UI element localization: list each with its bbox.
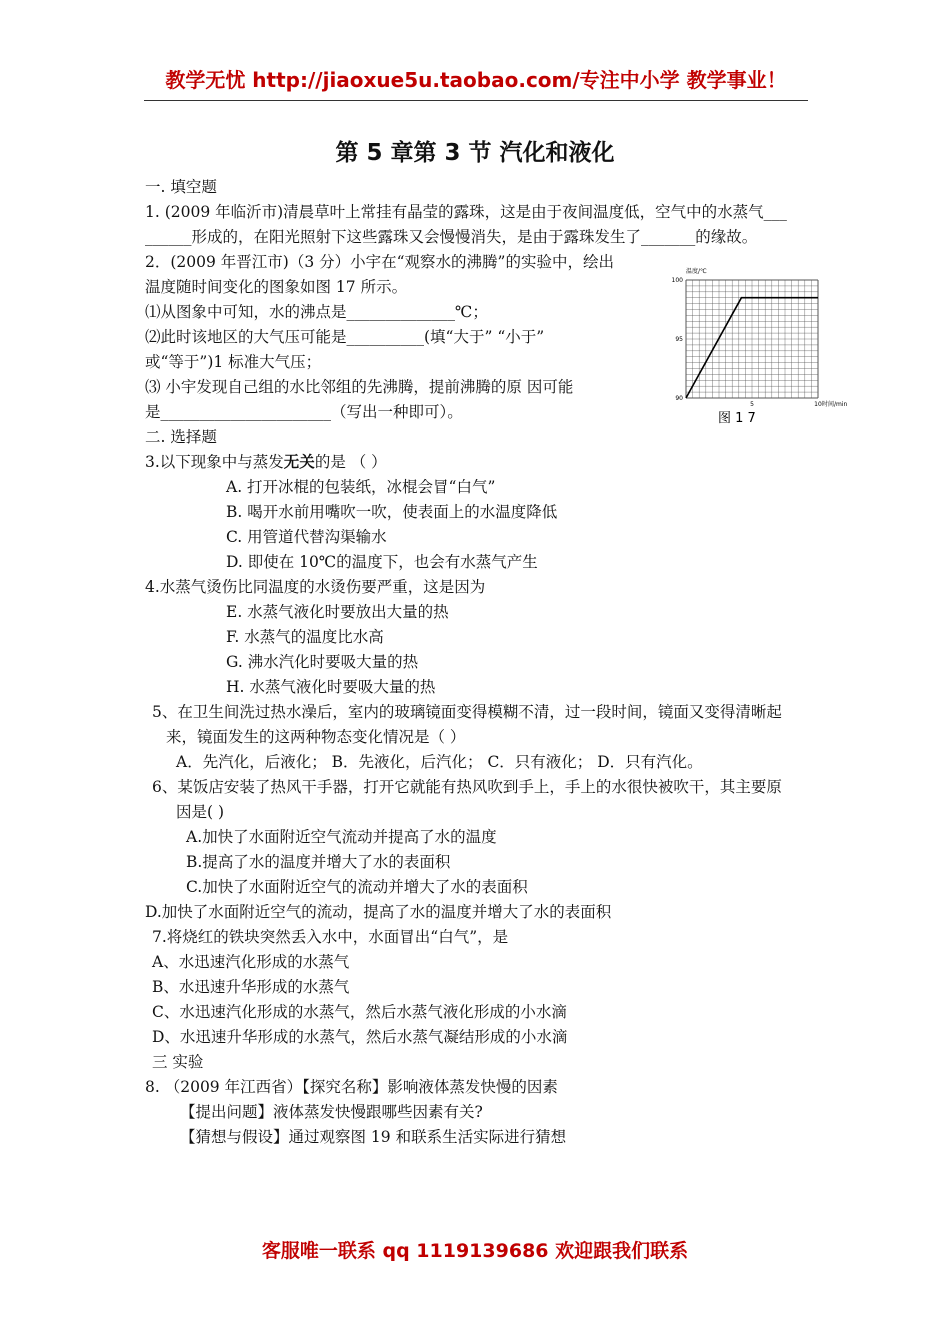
q5-line1: 5、在卫生间洗过热水澡后，室内的玻璃镜面变得模糊不清，过一段时间，镜面又变得清晰起: [152, 703, 782, 721]
q3-option-c: C. 用管道代替沟渠输水: [226, 528, 387, 546]
q6-line1: 6、某饭店安装了热风干手器，打开它就能有热风吹到手上，手上的水很快被吹干，其主要原: [152, 778, 782, 796]
q6-line2: 因是( ): [176, 803, 225, 821]
q4-option-f: F. 水蒸气的温度比水高: [226, 628, 384, 646]
q4-option-h: H. 水蒸气液化时要吸大量的热: [226, 678, 436, 696]
q2-line1: 2．(2009 年晋江市)（3 分）小宇在“观察水的沸腾”的实验中，绘出: [145, 253, 614, 271]
header-banner: 教学无忧 http://jiaoxue5u.taobao.com/专注中小学 教学事业！: [144, 66, 808, 101]
y-tick-label: 100: [671, 277, 683, 284]
q1-line2: ______形成的，在阳光照射下这些露珠又会慢慢消失，是由于露珠发生了_______的缘故。: [145, 228, 758, 246]
temperature-time-chart: [662, 262, 858, 428]
q7-option-b: B、水迅速升华形成的水蒸气: [152, 978, 350, 996]
q1-line1: 1. (2009 年临沂市)清晨草叶上常挂有晶莹的露珠，这是由于夜间温度低，空气中的水蒸气___: [145, 203, 787, 221]
q3-option-d: D. 即使在 10℃的温度下，也会有水蒸气产生: [226, 553, 538, 571]
q7-stem: 7.将烧红的铁块突然丢入水中，水面冒出“白气”，是: [152, 928, 509, 946]
q4-option-g: G. 沸水汽化时要吸大量的热: [226, 653, 419, 671]
q3-stem-emphasis: 无关: [283, 452, 315, 471]
q2-line5: 或“等于”)1 标准大气压；: [145, 353, 322, 371]
q3-stem: [145, 451, 387, 473]
q3-stem-pre: 3.以下现象中与蒸发: [145, 453, 284, 471]
x-tick-label: 10: [814, 401, 822, 408]
q3-stem-post: 的是 （ ）: [314, 453, 387, 471]
q5-options: A．先汽化，后液化； B．先液化，后汽化； C．只有液化； D．只有汽化。: [176, 753, 703, 771]
q3-option-b: B. 喝开水前用嘴吹一吹，使表面上的水温度降低: [226, 503, 558, 521]
chart-caption: 图 1 7: [718, 411, 756, 426]
footer-contact: 客服唯一联系 qq 1119139686 欢迎跟我们联系: [261, 1240, 689, 1262]
section-experiment: 三 实验: [152, 1053, 204, 1071]
chart-y-label: 温度/℃: [686, 268, 707, 275]
q8-line1: 8. （2009 年江西省）【探究名称】影响液体蒸发快慢的因素: [145, 1078, 558, 1096]
q4-stem: 4.水蒸气烫伤比同温度的水烫伤要严重，这是因为: [145, 578, 486, 596]
q2-line4: ⑵此时该地区的大气压可能是__________(填“大于” “小于”: [145, 328, 545, 346]
page-title: 第 5 章第 3 节 汽化和液化: [335, 140, 615, 166]
q5-line2: 来，镜面发生的这两种物态变化情况是（ ）: [166, 728, 466, 746]
y-tick-label: 90: [675, 395, 683, 402]
q6-option-d: D.加快了水面附近空气的流动，提高了水的温度并增大了水的表面积: [145, 903, 612, 921]
section-fill-blank: 一. 填空题: [145, 178, 217, 196]
q6-option-c: C.加快了水面附近空气的流动并增大了水的表面积: [186, 878, 528, 896]
q2-line3: ⑴从图象中可知，水的沸点是______________℃；: [145, 303, 488, 321]
q2-line6: ⑶ 小宇发现自己组的水比邻组的先沸腾，提前沸腾的原 因可能: [145, 378, 574, 396]
q8-line2: 【提出问题】液体蒸发快慢跟哪些因素有关?: [180, 1103, 483, 1121]
chart-ticks: [672, 277, 822, 408]
x-tick-label: 5: [750, 401, 754, 408]
section-choice: 二. 选择题: [145, 428, 217, 446]
q7-option-d: D、水迅速升华形成的水蒸气，然后水蒸气凝结形成的小水滴: [152, 1028, 568, 1046]
q6-option-a: A.加快了水面附近空气流动并提高了水的温度: [186, 828, 497, 846]
q3-option-a: A. 打开冰棍的包装纸，冰棍会冒“白气”: [226, 478, 496, 496]
q6-option-b: B.提高了水的温度并增大了水的表面积: [186, 853, 451, 871]
q7-option-a: A、水迅速汽化形成的水蒸气: [152, 953, 350, 971]
chart-x-label: 时间/min: [822, 401, 848, 408]
q2-line7: 是______________________（写出一种即可）。: [145, 403, 463, 421]
q7-option-c: C、水迅速汽化形成的水蒸气，然后水蒸气液化形成的小水滴: [152, 1003, 567, 1021]
y-tick-label: 95: [675, 336, 683, 343]
q2-line2: 温度随时间变化的图象如图 17 所示。: [145, 278, 408, 296]
q8-line3: 【猜想与假设】通过观察图 19 和联系生活实际进行猜想: [180, 1128, 567, 1146]
q4-option-e: E. 水蒸气液化时要放出大量的热: [226, 603, 449, 621]
